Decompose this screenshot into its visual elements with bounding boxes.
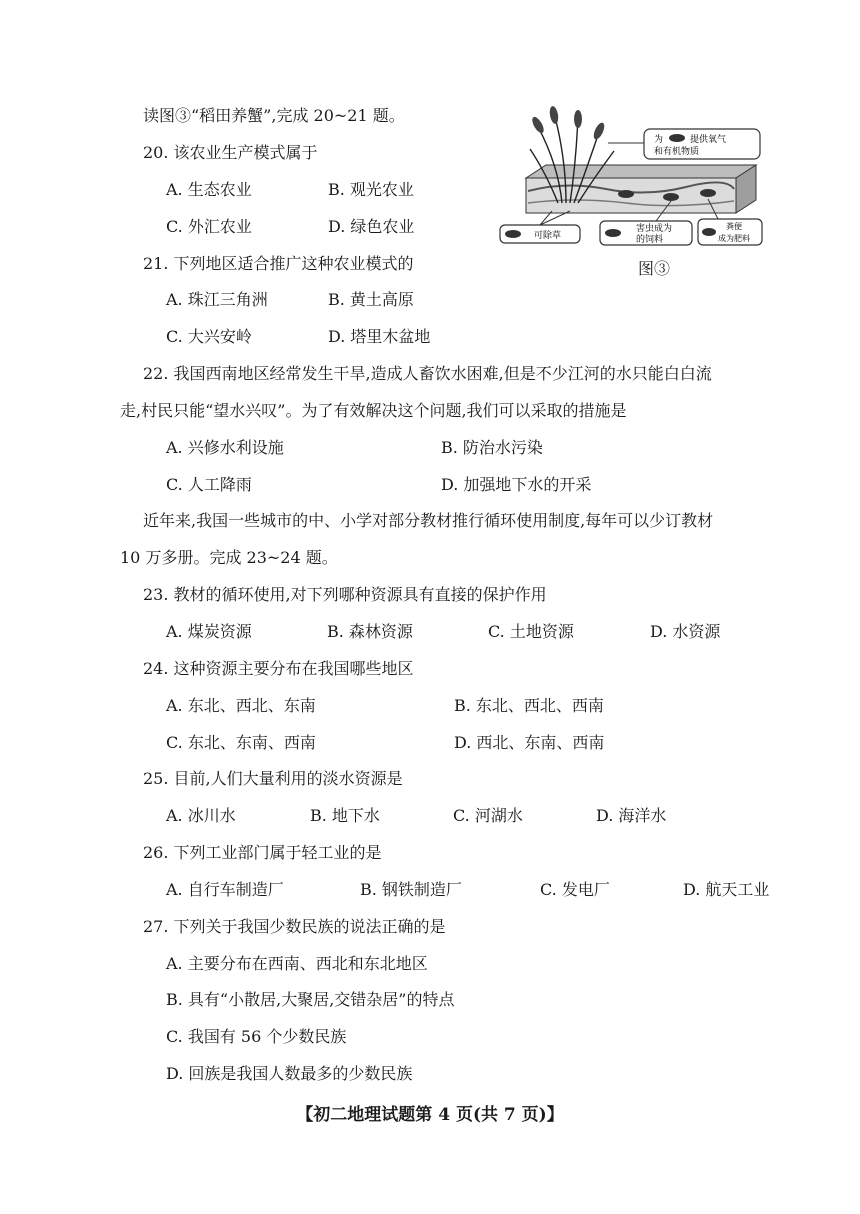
q26-option-a[interactable]: A. 自行车制造厂 xyxy=(166,880,284,899)
q26-option-b[interactable]: B. 钢铁制造厂 xyxy=(360,880,462,899)
q25-option-b[interactable]: B. 地下水 xyxy=(310,806,380,825)
svg-text:害虫成为: 害虫成为 xyxy=(636,224,673,234)
crab-icon xyxy=(505,230,521,238)
svg-text:粪便: 粪便 xyxy=(726,222,742,231)
passage-intro-20-21: 读图③“稻田养蟹”,完成 20~21 题。 xyxy=(143,106,405,125)
q23-option-c[interactable]: C. 土地资源 xyxy=(488,622,574,641)
q20-option-d[interactable]: D. 绿色农业 xyxy=(328,217,415,236)
q23-option-b[interactable]: B. 森林资源 xyxy=(327,622,413,641)
q24-option-d[interactable]: D. 西北、东南、西南 xyxy=(454,733,605,752)
q20-option-a[interactable]: A. 生态农业 xyxy=(166,180,252,199)
q22-option-b[interactable]: B. 防治水污染 xyxy=(441,438,543,457)
q24-option-b[interactable]: B. 东北、西北、西南 xyxy=(454,696,604,715)
q27-option-c[interactable]: C. 我国有 56 个少数民族 xyxy=(166,1027,347,1046)
q27-option-d[interactable]: D. 回族是我国人数最多的少数民族 xyxy=(166,1064,413,1083)
q25-option-d[interactable]: D. 海洋水 xyxy=(596,806,667,825)
q27-option-a[interactable]: A. 主要分布在西南、西北和东北地区 xyxy=(166,954,428,973)
q22-option-a[interactable]: A. 兴修水利设施 xyxy=(166,438,284,457)
q24-option-a[interactable]: A. 东北、西北、东南 xyxy=(166,696,316,715)
question-23-stem: 23. 教材的循环使用,对下列哪种资源具有直接的保护作用 xyxy=(143,585,547,604)
q24-option-c[interactable]: C. 东北、东南、西南 xyxy=(166,733,316,752)
crab-icon xyxy=(669,134,685,142)
svg-text:提供氧气: 提供氧气 xyxy=(690,135,727,145)
crab-icon xyxy=(702,228,716,236)
passage-intro-23-24-line1: 近年来,我国一些城市的中、小学对部分教材推行循环使用制度,每年可以少订教材 xyxy=(143,511,714,530)
q22-option-d[interactable]: D. 加强地下水的开采 xyxy=(441,475,592,494)
question-24-stem: 24. 这种资源主要分布在我国哪些地区 xyxy=(143,659,414,678)
rice-crab-farming-figure xyxy=(496,103,766,278)
q23-option-d[interactable]: D. 水资源 xyxy=(650,622,721,641)
question-20-stem: 20. 该农业生产模式属于 xyxy=(143,143,318,162)
q23-option-a[interactable]: A. 煤炭资源 xyxy=(166,622,252,641)
q27-option-b[interactable]: B. 具有“小散居,大聚居,交错杂居”的特点 xyxy=(166,990,455,1009)
q20-option-b[interactable]: B. 观光农业 xyxy=(328,180,414,199)
q25-option-a[interactable]: A. 冰川水 xyxy=(166,806,236,825)
q21-option-c[interactable]: C. 大兴安岭 xyxy=(166,327,252,346)
q20-option-c[interactable]: C. 外汇农业 xyxy=(166,217,252,236)
q25-option-c[interactable]: C. 河湖水 xyxy=(453,806,523,825)
question-26-stem: 26. 下列工业部门属于轻工业的是 xyxy=(143,843,382,862)
question-27-stem: 27. 下列关于我国少数民族的说法正确的是 xyxy=(143,917,446,936)
svg-text:为: 为 xyxy=(654,135,664,145)
q22-option-c[interactable]: C. 人工降雨 xyxy=(166,475,252,494)
question-21-stem: 21. 下列地区适合推广这种农业模式的 xyxy=(143,254,414,273)
question-22-stem-line2: 走,村民只能“望水兴叹”。为了有效解决这个问题,我们可以采取的措施是 xyxy=(120,401,627,420)
svg-text:成为肥料: 成为肥料 xyxy=(718,234,750,243)
q21-option-a[interactable]: A. 珠江三角洲 xyxy=(166,290,268,309)
question-22-stem-line1: 22. 我国西南地区经常发生干旱,造成人畜饮水困难,但是不少江河的水只能白白流 xyxy=(143,364,712,383)
q26-option-c[interactable]: C. 发电厂 xyxy=(540,880,610,899)
q21-option-d[interactable]: D. 塔里木盆地 xyxy=(328,327,431,346)
svg-text:可除草: 可除草 xyxy=(534,231,562,241)
page-footer: 【初二地理试题第 4 页(共 7 页)】 xyxy=(296,1105,564,1125)
q21-option-b[interactable]: B. 黄土高原 xyxy=(328,290,414,309)
passage-intro-23-24-line2: 10 万多册。完成 23~24 题。 xyxy=(120,548,338,567)
figure-caption: 图③ xyxy=(638,259,671,278)
svg-text:和有机物质: 和有机物质 xyxy=(654,147,700,157)
question-25-stem: 25. 目前,人们大量利用的淡水资源是 xyxy=(143,769,403,788)
svg-text:的饲料: 的饲料 xyxy=(636,235,664,245)
q26-option-d[interactable]: D. 航天工业 xyxy=(683,880,770,899)
crab-icon xyxy=(605,229,621,237)
